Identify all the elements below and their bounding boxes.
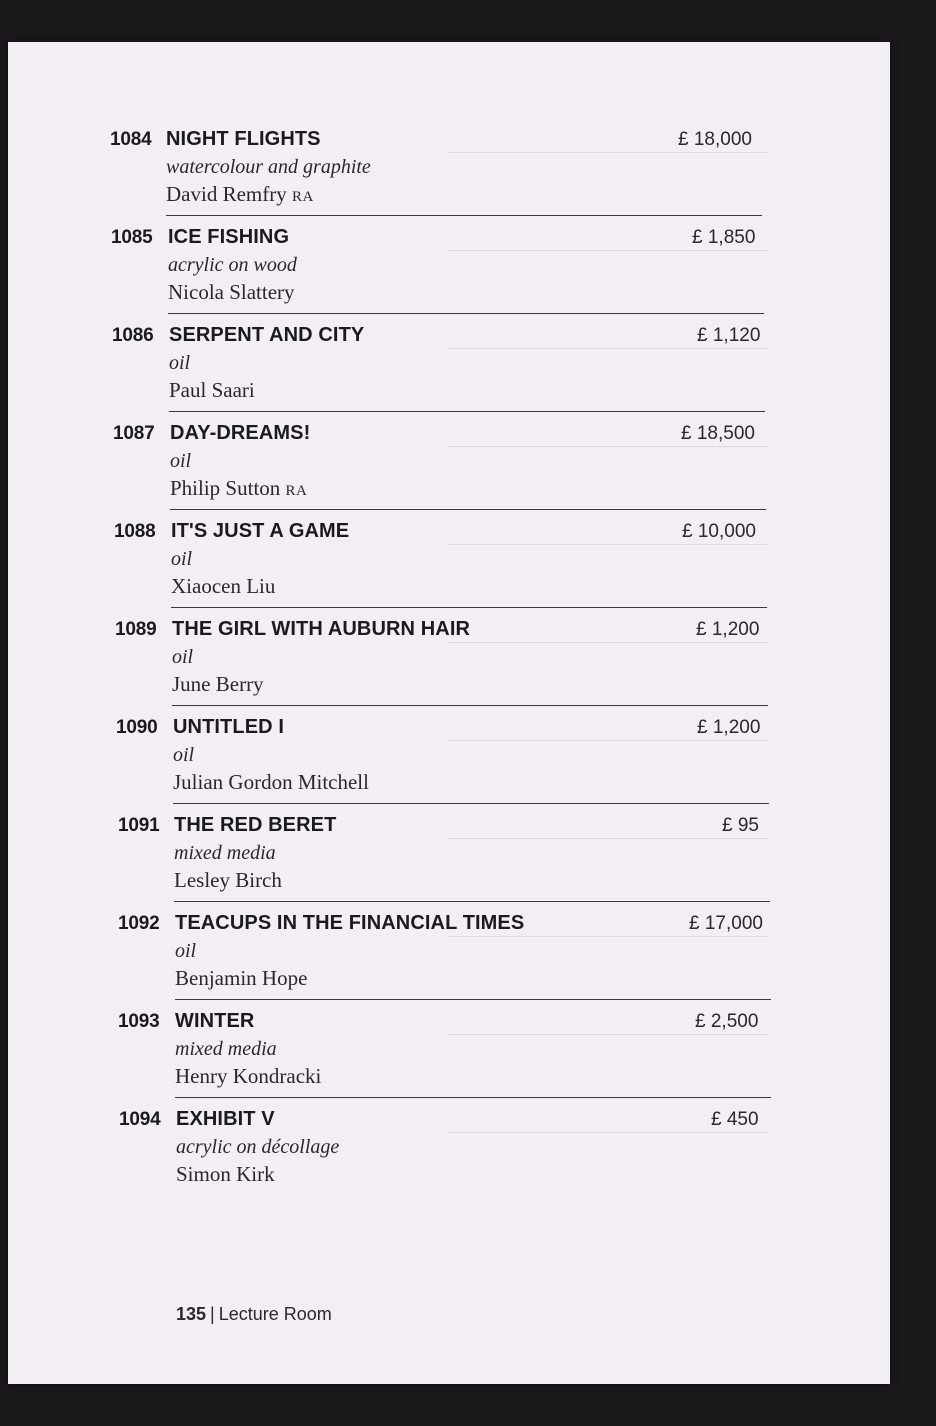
entry-artist: Julian Gordon Mitchell	[173, 770, 369, 794]
entry-title: EXHIBIT V	[176, 1108, 275, 1130]
entry-number: 1084	[110, 129, 152, 150]
entry-price: £ 1,200	[696, 619, 760, 640]
entry-divider	[168, 313, 764, 314]
entry-medium: oil	[171, 548, 193, 570]
catalogue-entry	[8, 616, 890, 714]
footer-separator: |	[210, 1304, 215, 1324]
entry-number: 1090	[116, 717, 158, 738]
entry-title: UNTITLED I	[173, 716, 284, 738]
catalogue-entry	[8, 322, 890, 420]
entry-divider	[172, 705, 768, 706]
artist-honour: RA	[285, 483, 308, 499]
entry-artist: Nicola Slattery	[168, 280, 295, 304]
entry-divider	[175, 1097, 771, 1098]
catalogue-entry	[8, 910, 890, 1008]
entry-medium: mixed media	[175, 1038, 277, 1060]
entry-price: £ 1,850	[692, 227, 756, 248]
catalogue-entry	[8, 420, 890, 518]
entry-artist: Simon Kirk	[176, 1162, 275, 1186]
entry-title: THE GIRL WITH AUBURN HAIR	[172, 618, 471, 640]
entry-number: 1085	[111, 227, 153, 248]
entry-divider	[175, 999, 771, 1000]
entry-medium: oil	[173, 744, 195, 766]
entry-price: £ 10,000	[682, 521, 756, 542]
entry-price: £ 2,500	[695, 1011, 759, 1032]
entry-medium: watercolour and graphite	[166, 156, 371, 178]
entry-price: £ 18,000	[678, 129, 752, 150]
catalogue-entry	[8, 812, 890, 910]
entry-number: 1087	[113, 423, 155, 444]
entry-price: £ 1,120	[697, 325, 761, 346]
section-name: Lecture Room	[218, 1304, 332, 1324]
entry-number: 1089	[115, 619, 157, 640]
entry-price: £ 95	[722, 815, 759, 836]
entry-number: 1091	[118, 815, 160, 836]
entry-medium: oil	[175, 940, 197, 962]
page-footer	[176, 1304, 332, 1325]
entry-medium: acrylic on décollage	[176, 1136, 340, 1158]
entry-price: £ 450	[711, 1109, 759, 1130]
entry-medium: oil	[172, 646, 194, 668]
catalogue-entry-list	[8, 126, 890, 1204]
entry-medium: mixed media	[174, 842, 276, 864]
entry-divider	[171, 607, 767, 608]
entry-artist: Paul Saari	[169, 378, 255, 402]
entry-divider	[174, 901, 770, 902]
entry-artist: David Remfry RA	[166, 182, 314, 206]
entry-price: £ 17,000	[689, 913, 763, 934]
entry-title: DAY-DREAMS!	[170, 422, 311, 444]
entry-title: WINTER	[175, 1010, 255, 1032]
catalogue-entry	[8, 224, 890, 322]
entry-artist: Xiaocen Liu	[171, 574, 276, 598]
entry-title: THE RED BERET	[174, 814, 337, 836]
entry-price: £ 18,500	[681, 423, 755, 444]
entry-divider	[170, 509, 766, 510]
entry-divider	[166, 215, 762, 216]
page-number: 135	[176, 1304, 207, 1324]
entry-title: TEACUPS IN THE FINANCIAL TIMES	[175, 912, 525, 934]
entry-artist: June Berry	[172, 672, 264, 696]
entry-number: 1088	[114, 521, 156, 542]
entry-divider	[173, 803, 769, 804]
entry-medium: oil	[170, 450, 192, 472]
catalogue-page	[8, 42, 890, 1384]
entry-title: IT'S JUST A GAME	[171, 520, 350, 542]
entry-artist: Philip Sutton RA	[170, 476, 308, 500]
entry-number: 1094	[119, 1109, 161, 1130]
entry-number: 1092	[118, 913, 160, 934]
entry-artist: Benjamin Hope	[175, 966, 308, 990]
catalogue-entry	[8, 126, 890, 224]
catalogue-entry	[8, 1106, 890, 1204]
entry-number: 1093	[118, 1011, 160, 1032]
artist-honour: RA	[291, 189, 314, 205]
catalogue-entry	[8, 714, 890, 812]
catalogue-entry	[8, 1008, 890, 1106]
entry-divider	[169, 411, 765, 412]
catalogue-entry	[8, 518, 890, 616]
entry-artist: Henry Kondracki	[175, 1064, 322, 1088]
entry-price: £ 1,200	[697, 717, 761, 738]
entry-medium: acrylic on wood	[168, 254, 297, 276]
entry-artist: Lesley Birch	[174, 868, 282, 892]
entry-medium: oil	[169, 352, 191, 374]
entry-title: SERPENT AND CITY	[169, 324, 365, 346]
entry-number: 1086	[112, 325, 154, 346]
entry-title: NIGHT FLIGHTS	[166, 128, 321, 150]
entry-title: ICE FISHING	[168, 226, 290, 248]
